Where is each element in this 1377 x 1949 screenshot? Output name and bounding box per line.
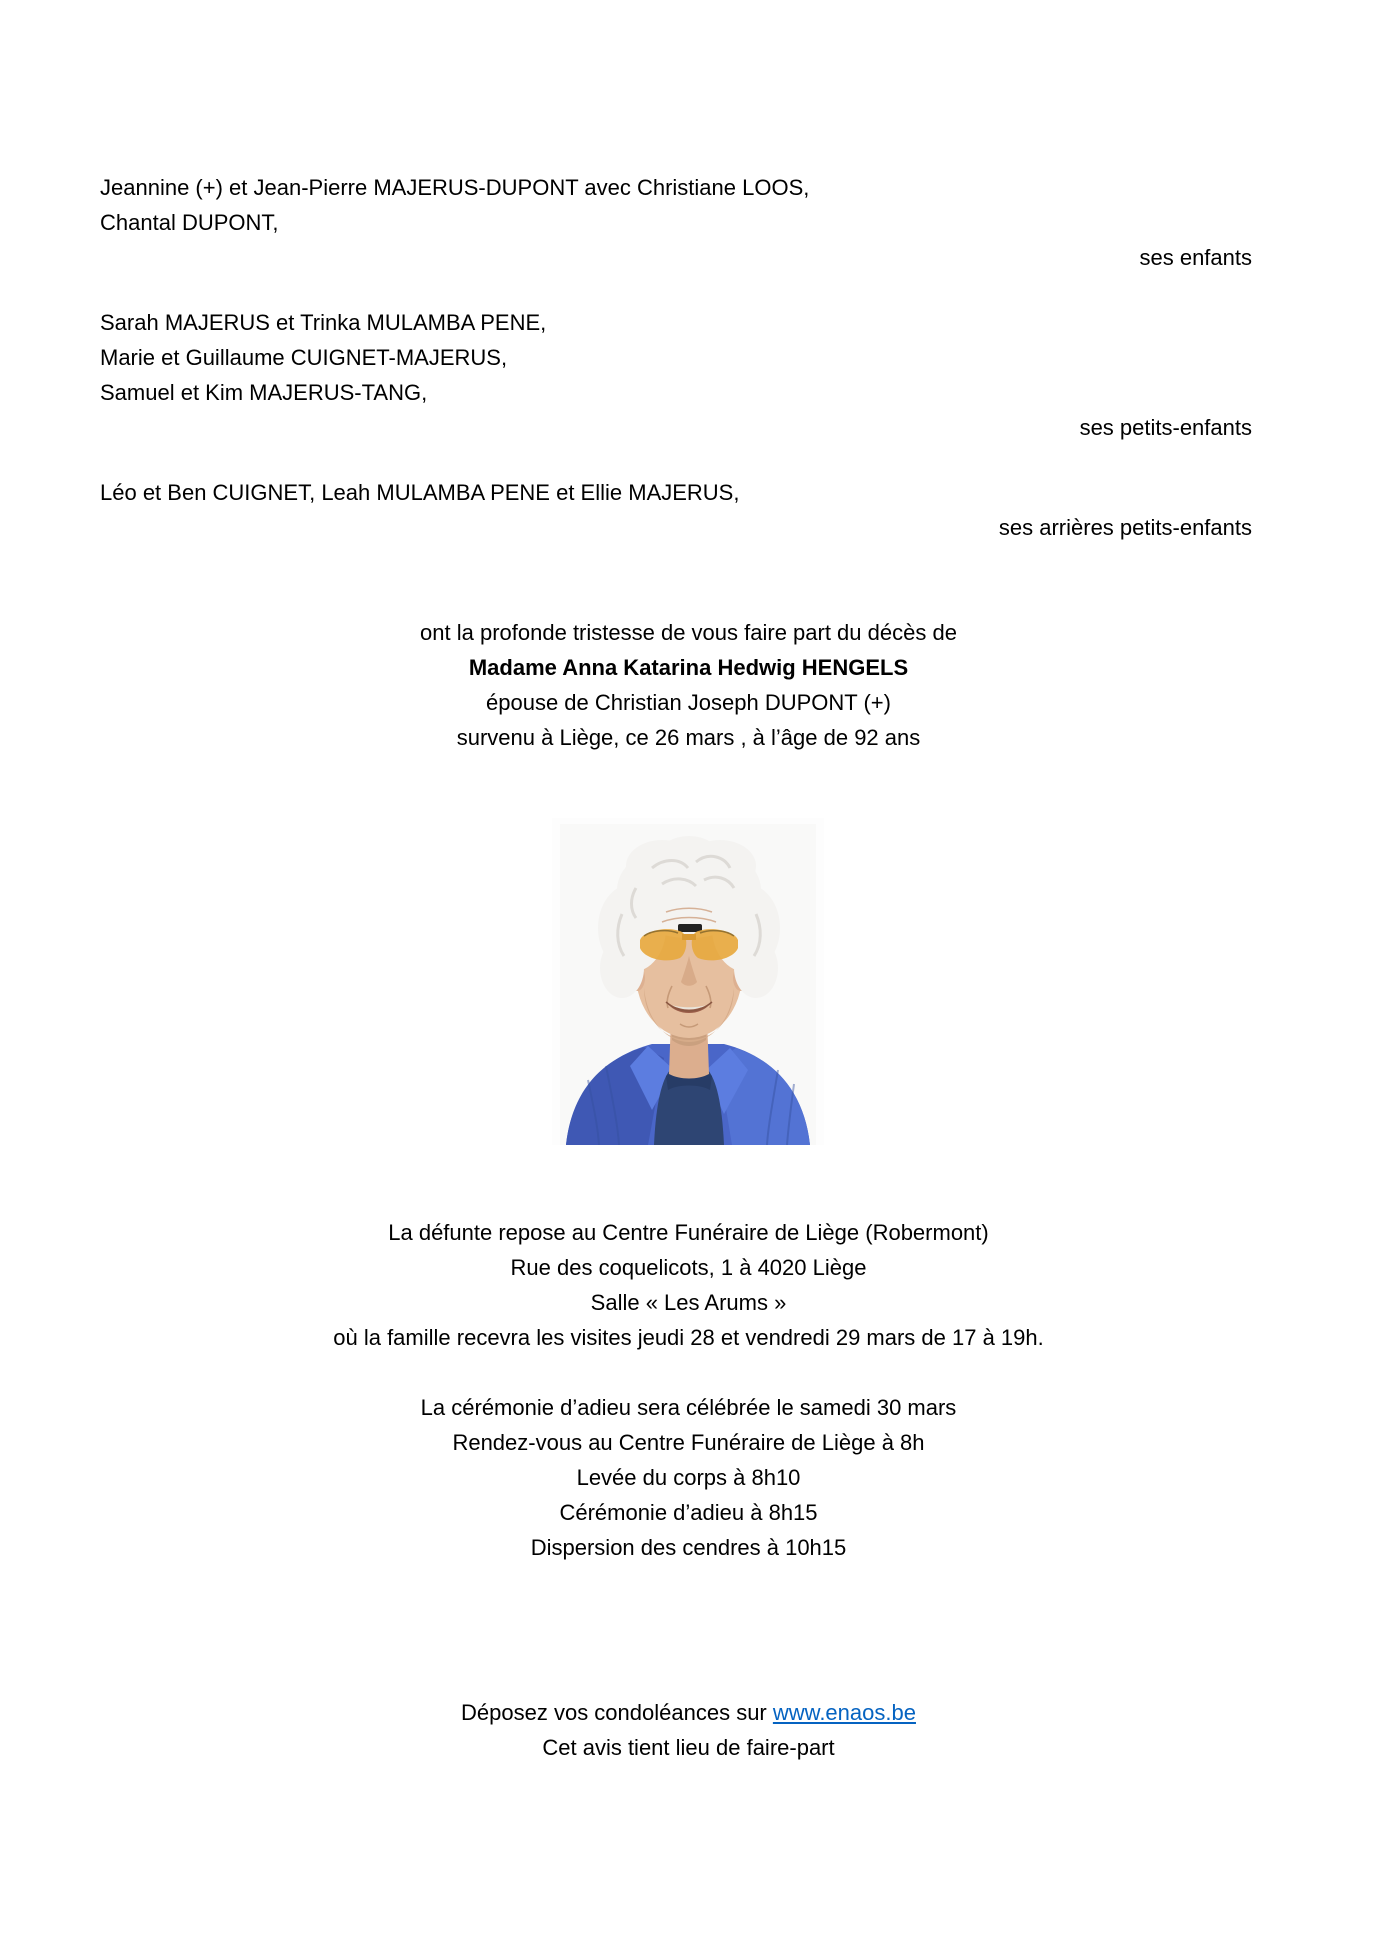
ceremony-line-1: La cérémonie d’adieu sera célébrée le samedi 30 mars xyxy=(420,1395,957,1420)
visitation-line-2: Rue des coquelicots, 1 à 4020 Liège xyxy=(510,1255,867,1280)
ceremony-line-2: Rendez-vous au Centre Funéraire de Liège à 8h xyxy=(452,1430,925,1455)
spouse-line: épouse de Christian Joseph DUPONT (+) xyxy=(486,690,891,715)
visitation-line-3: Salle « Les Arums » xyxy=(590,1290,787,1315)
footer-block xyxy=(0,1695,1377,1765)
condolences-line xyxy=(0,1695,1377,1730)
visitation-line-1: La défunte repose au Centre Funéraire de Liège (Robermont) xyxy=(388,1220,989,1245)
grandchildren-line-2: Marie et Guillaume CUIGNET-MAJERUS, xyxy=(100,345,508,370)
great-grandchildren-relation-label: ses arrières petits-enfants xyxy=(998,515,1252,540)
announcement-block xyxy=(0,615,1377,755)
faire-part-notice: Cet avis tient lieu de faire-part xyxy=(542,1735,835,1760)
deceased-name: Madame Anna Katarina Hedwig HENGELS xyxy=(468,655,909,680)
portrait-photo-image xyxy=(552,818,824,1145)
grandchildren-block xyxy=(100,305,1252,445)
portrait-photo xyxy=(552,818,824,1145)
visitation-block xyxy=(0,1215,1377,1355)
grandchildren-relation-label: ses petits-enfants xyxy=(1079,415,1252,440)
visitation-line-4: où la famille recevra les visites jeudi 28 et vendredi 29 mars de 17 à 19h. xyxy=(333,1325,1044,1350)
announcement-intro: ont la profonde tristesse de vous faire part du décès de xyxy=(420,620,957,645)
ceremony-line-5: Dispersion des cendres à 10h15 xyxy=(530,1535,847,1560)
children-line-1: Jeannine (+) et Jean-Pierre MAJERUS-DUPONT avec Christiane LOOS, xyxy=(100,175,810,200)
ceremony-line-3: Levée du corps à 8h10 xyxy=(576,1465,801,1490)
grandchildren-line-3: Samuel et Kim MAJERUS-TANG, xyxy=(100,380,428,405)
great-grandchildren-line-1: Léo et Ben CUIGNET, Leah MULAMBA PENE et Ellie MAJERUS, xyxy=(100,480,740,505)
children-block xyxy=(100,170,1252,275)
ceremony-block xyxy=(0,1390,1377,1565)
grandchildren-line-1: Sarah MAJERUS et Trinka MULAMBA PENE, xyxy=(100,310,547,335)
condolences-prefix: Déposez vos condoléances sur xyxy=(461,1700,773,1725)
children-line-2: Chantal DUPONT, xyxy=(100,210,279,235)
children-relation-label: ses enfants xyxy=(1139,245,1252,270)
death-line: survenu à Liège, ce 26 mars , à l’âge de 92 ans xyxy=(456,725,921,750)
great-grandchildren-block xyxy=(100,475,1252,545)
condolences-link[interactable]: www.enaos.be xyxy=(772,1700,916,1725)
ceremony-line-4: Cérémonie d’adieu à 8h15 xyxy=(559,1500,818,1525)
